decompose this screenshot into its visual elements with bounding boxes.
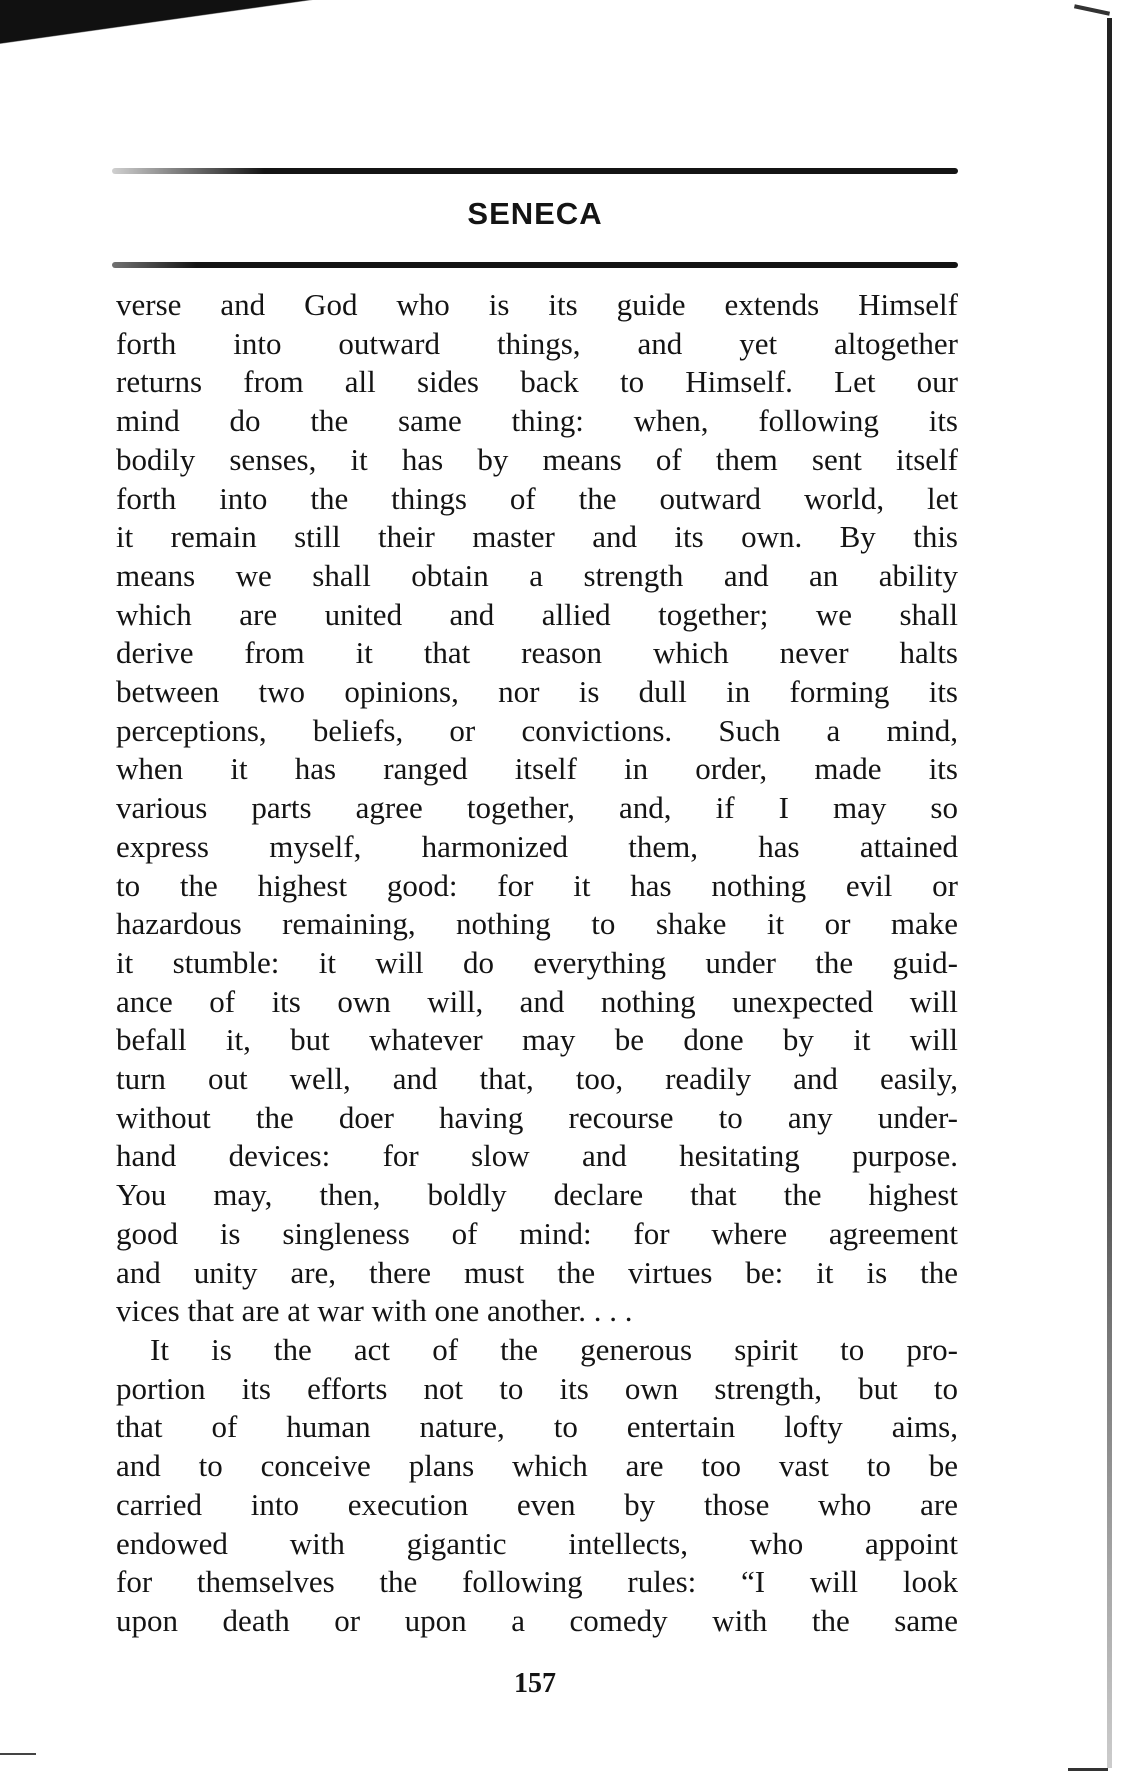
text-line: perceptions, beliefs, or convictions. Such a mind,	[116, 712, 958, 748]
text-line: befall it, but whatever may be done by it will	[116, 1022, 958, 1058]
text-line: ance of its own will, and nothing unexpected will	[116, 983, 958, 1019]
text-line: without the doer having recourse to any under-	[116, 1099, 958, 1135]
text-line: and unity are, there must the virtues be: it is the	[116, 1254, 958, 1290]
text-line: hazardous remaining, nothing to shake it or make	[116, 906, 958, 942]
text-line: endowed with gigantic intellects, who appoint	[116, 1525, 958, 1561]
text-line: when it has ranged itself in order, made its	[116, 751, 958, 787]
header-rule-bottom	[112, 262, 958, 268]
text-line: between two opinions, nor is dull in forming its	[116, 674, 958, 710]
text-line: forth into outward things, and yet altogether	[116, 325, 958, 361]
scan-edge-mark-bottom-left	[0, 1753, 36, 1755]
text-line: various parts agree together, and, if I may so	[116, 790, 958, 826]
text-line: forth into the things of the outward world, let	[116, 480, 958, 516]
text-line: that of human nature, to entertain lofty aims,	[116, 1409, 958, 1445]
scan-edge-mark	[1074, 4, 1110, 15]
text-line: which are united and allied together; we shall	[116, 596, 958, 632]
text-line: to the highest good: for it has nothing evil or	[116, 867, 958, 903]
paragraph	[116, 286, 958, 1331]
running-head: SENECA	[467, 196, 603, 231]
text-line: means we shall obtain a strength and an ability	[116, 557, 958, 593]
text-line: verse and God who is its guide extends Himself	[116, 287, 958, 322]
text-line: portion its efforts not to its own strength, but to	[116, 1370, 958, 1406]
paragraph	[116, 1331, 958, 1641]
text-line: upon death or upon a comedy with the same	[116, 1602, 958, 1638]
text-line: for themselves the following rules: “I will look	[116, 1564, 958, 1600]
text-line: vices that are at war with one another. . . .	[116, 1293, 633, 1329]
text-line: it remain still their master and its own. By this	[116, 519, 958, 555]
text-line: it stumble: it will do everything under the guid-	[116, 944, 958, 980]
scan-shadow-corner	[0, 0, 440, 46]
text-line: express myself, harmonized them, has attained	[116, 828, 958, 864]
text-line: bodily senses, it has by means of them sent itself	[116, 441, 958, 477]
scan-page-edge	[1107, 18, 1112, 1768]
text-line: returns from all sides back to Himself. Let our	[116, 364, 958, 400]
body-text	[116, 286, 958, 1641]
text-line: It is the act of the generous spirit to pro-	[150, 1331, 958, 1367]
text-line: hand devices: for slow and hesitating purpose.	[116, 1138, 958, 1174]
page-number: 157	[514, 1668, 556, 1699]
text-line: mind do the same thing: when, following its	[116, 403, 958, 439]
header-rule-top	[112, 168, 958, 174]
text-line: and to conceive plans which are too vast to be	[116, 1448, 958, 1484]
text-line: You may, then, boldly declare that the highest	[116, 1177, 958, 1213]
text-line: good is singleness of mind: for where agreement	[116, 1215, 958, 1251]
text-line: carried into execution even by those who are	[116, 1486, 958, 1522]
scan-edge-mark-bottom-right	[1068, 1768, 1108, 1771]
text-line: turn out well, and that, too, readily and easily,	[116, 1061, 958, 1097]
text-line: derive from it that reason which never halts	[116, 635, 958, 671]
